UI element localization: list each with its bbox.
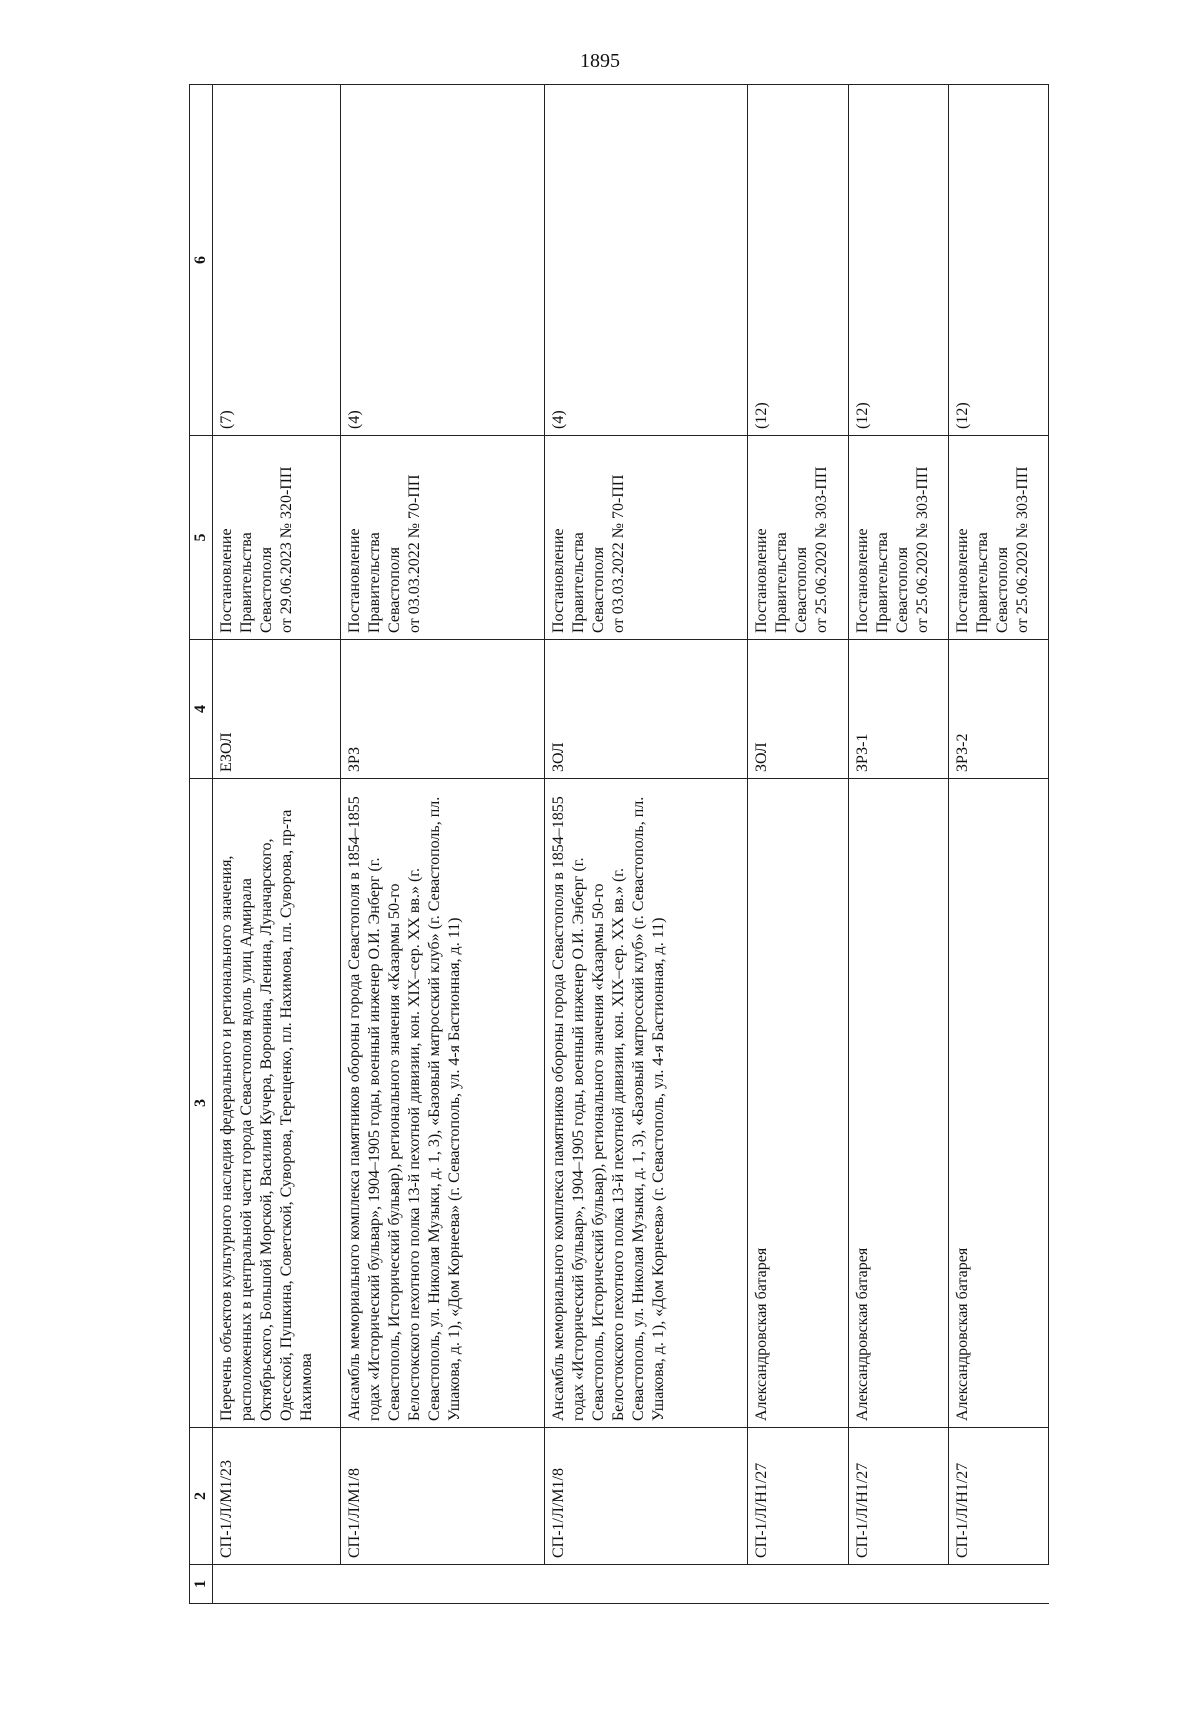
document-type: Постановление xyxy=(549,528,567,633)
cell-code: СП-1/Л/Н1/27 xyxy=(748,1428,848,1565)
cell-note: (12) xyxy=(748,85,848,436)
cell-zone: ЕЗОЛ xyxy=(213,640,341,779)
document-date-number: от 29.06.2023 № 320-ПП xyxy=(278,466,295,633)
table-row xyxy=(213,85,341,1604)
document-city: Севастополя xyxy=(793,547,811,633)
document-issuer: Правительства xyxy=(238,532,255,633)
column-header-1: 1 xyxy=(190,1565,213,1604)
document-date-number: от 25.06.2020 № 303-ПП xyxy=(913,466,931,633)
table-header-row xyxy=(190,85,213,1604)
cell-description: Александровская батарея xyxy=(748,779,848,1428)
cell-code: СП-1/Л/Н1/27 xyxy=(848,1428,948,1565)
cell-description: Александровская батарея xyxy=(948,779,1048,1428)
document-type: Постановление xyxy=(753,528,771,633)
column-header-4: 4 xyxy=(190,640,213,779)
document-issuer: Правительства xyxy=(973,532,991,633)
cell-number xyxy=(544,1565,748,1604)
column-header-2: 2 xyxy=(190,1428,213,1565)
table-row xyxy=(848,85,948,1604)
rotated-table-container xyxy=(189,84,1049,1604)
cell-description: Ансамбль мемориального комплекса памятников обороны города Севастополя в 1854–1855 годах «Исторический бульвар», 1904–1905 годы, военный инженер О.И. Энберг (г. Севастополь, Исторический бульвар), регионального значения «Казармы 50-го Белостокского пехотного полка 13-й пехотной дивизии, кон. XIX–сер. XX вв.» (г. Севастополь, ул. Николая Музыки, д. 1, 3), «Базовый матросский клуб» (г. Севастополь, пл. Ушакова, д. 1), «Дом Корнеева» (г. Севастополь, ул. 4-я Бастионная, д. 11) xyxy=(544,779,748,1428)
cell-number xyxy=(213,1565,341,1604)
cell-zone: ЗОЛ xyxy=(544,640,748,779)
cell-number xyxy=(341,1565,545,1604)
document-city: Севастополя xyxy=(993,547,1011,633)
column-header-5: 5 xyxy=(190,436,213,640)
document-date-number: от 03.03.2022 № 70-ПП xyxy=(609,474,627,633)
cell-note: (12) xyxy=(848,85,948,436)
cell-description: Перечень объектов культурного наследия федерального и регионального значения, расположенных в центральной части города Севастополя вдоль улиц Адмирала Октябрьского, Большой Морской, Василия Кучера, Воронина, Ленина, Луначарского, Одесской, Пушкина, Советской, Суворова, Терещенко, пл. Нахимова, пл. Суворова, пр-та Нахимова xyxy=(213,779,341,1428)
column-header-6: 6 xyxy=(190,85,213,436)
cell-code: СП-1/Л/М1/8 xyxy=(544,1428,748,1565)
cell-note: (4) xyxy=(544,85,748,436)
document-city: Севастополя xyxy=(258,547,275,633)
cell-zone: ЗОЛ xyxy=(748,640,848,779)
cell-zone: ЗРЗ-2 xyxy=(948,640,1048,779)
table-row xyxy=(544,85,748,1604)
document-issuer: Правительства xyxy=(569,532,587,633)
data-table xyxy=(189,84,1049,1604)
cell-code: СП-1/Л/М1/8 xyxy=(341,1428,545,1565)
document-city: Севастополя xyxy=(893,547,911,633)
document-issuer: Правительства xyxy=(773,532,791,633)
cell-description: Ансамбль мемориального комплекса памятников обороны города Севастополя в 1854–1855 годах «Исторический бульвар», 1904–1905 годы, военный инженер О.И. Энберг (г. Севастополь, Исторический бульвар), регионального значения «Казармы 50-го Белостокского пехотного полка 13-й пехотной дивизии, кон. XIX–сер. XX вв.» (г. Севастополь, ул. Николая Музыки, д. 1, 3), «Базовый матросский клуб» (г. Севастополь, пл. Ушакова, д. 1), «Дом Корнеева» (г. Севастополь, ул. 4-я Бастионная, д. 11) xyxy=(341,779,545,1428)
cell-description: Александровская батарея xyxy=(848,779,948,1428)
document-type: Постановление xyxy=(218,528,235,633)
document-type: Постановление xyxy=(346,528,364,633)
cell-document xyxy=(748,436,848,640)
cell-number xyxy=(948,1565,1048,1604)
cell-code: СП-1/Л/Н1/27 xyxy=(948,1428,1048,1565)
cell-document xyxy=(341,436,545,640)
cell-document xyxy=(948,436,1048,640)
document-issuer: Правительства xyxy=(873,532,891,633)
document-date-number: от 03.03.2022 № 70-ПП xyxy=(406,474,424,633)
table-row xyxy=(341,85,545,1604)
cell-code: СП-1/Л/М1/23 xyxy=(213,1428,341,1565)
document-type: Постановление xyxy=(853,528,871,633)
document-type: Постановление xyxy=(953,528,971,633)
document-city: Севастополя xyxy=(589,547,607,633)
cell-document xyxy=(544,436,748,640)
page-number: 1895 xyxy=(580,50,620,72)
document-date-number: от 25.06.2020 № 303-ПП xyxy=(813,466,831,633)
document-date-number: от 25.06.2020 № 303-ПП xyxy=(1013,466,1031,633)
table-row xyxy=(748,85,848,1604)
column-header-3: 3 xyxy=(190,779,213,1428)
cell-zone: ЗРЗ xyxy=(341,640,545,779)
cell-note: (7) xyxy=(213,85,341,436)
cell-note: (4) xyxy=(341,85,545,436)
cell-zone: ЗРЗ-1 xyxy=(848,640,948,779)
document-city: Севастополя xyxy=(386,547,404,633)
cell-note: (12) xyxy=(948,85,1048,436)
cell-document xyxy=(213,436,341,640)
document-issuer: Правительства xyxy=(366,532,384,633)
cell-number xyxy=(848,1565,948,1604)
cell-document xyxy=(848,436,948,640)
table-row xyxy=(948,85,1048,1604)
cell-number xyxy=(748,1565,848,1604)
